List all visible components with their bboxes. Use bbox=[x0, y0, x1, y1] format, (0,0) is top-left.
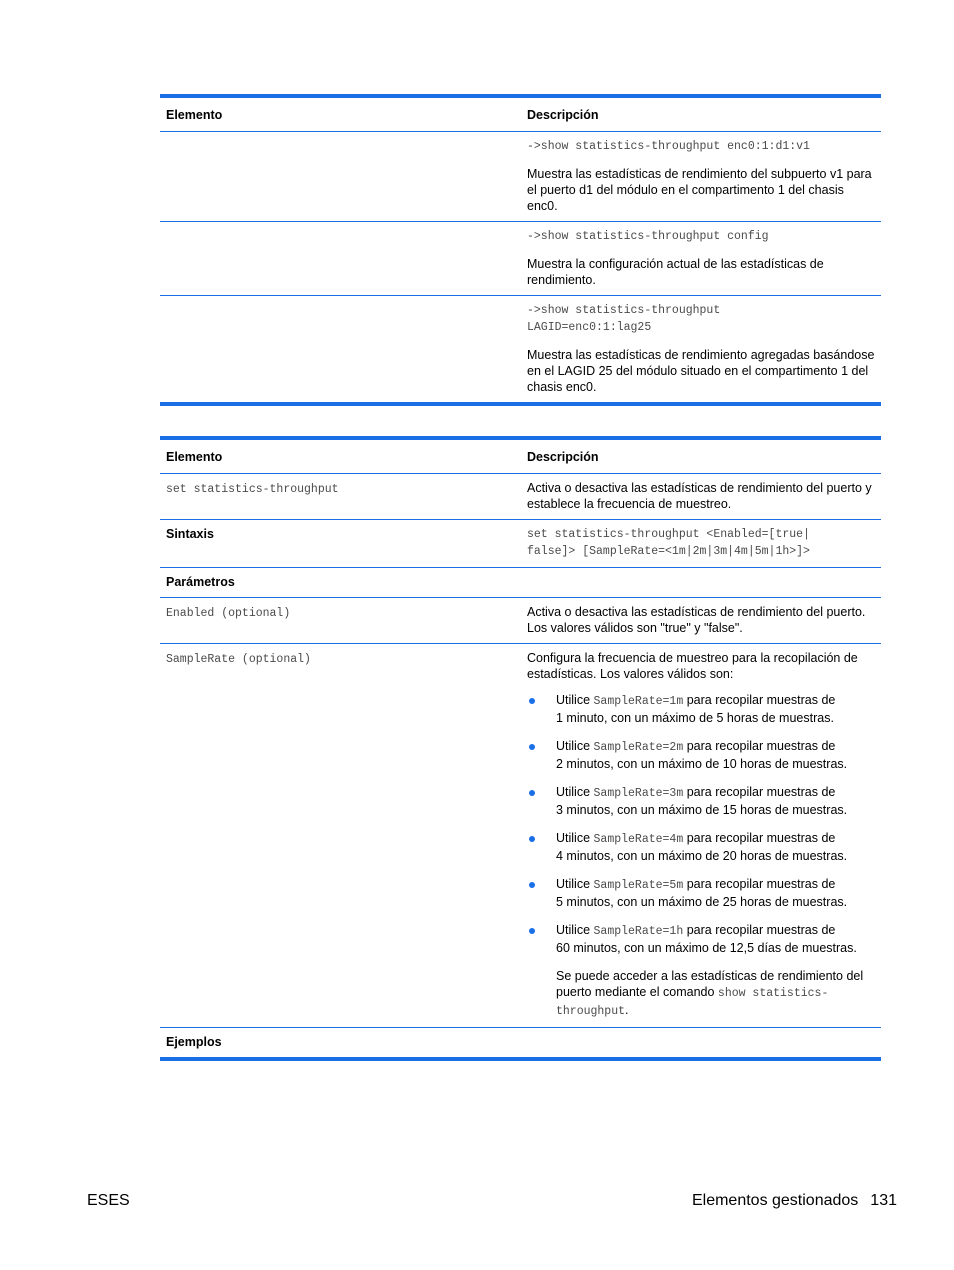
param-enabled: Enabled (optional) bbox=[166, 607, 291, 620]
inline-code: SampleRate=1h bbox=[593, 925, 684, 938]
empty-cell bbox=[521, 568, 881, 597]
list-item: Utilice SampleRate=4m para recopilar muestras de 4 minutos, con un máximo de 20 horas de muestras. bbox=[527, 830, 875, 865]
description-cell bbox=[521, 296, 881, 402]
footer-language-code: ESES bbox=[87, 1192, 130, 1209]
bullet-icon bbox=[529, 790, 535, 796]
syntax-label: Sintaxis bbox=[166, 527, 214, 541]
page-number: 131 bbox=[870, 1192, 897, 1209]
inline-code: SampleRate=5m bbox=[593, 879, 684, 892]
enabled-row bbox=[160, 598, 881, 644]
element-cell bbox=[160, 474, 521, 519]
header-description: Descripción bbox=[527, 108, 599, 122]
list-item: Utilice SampleRate=1h para recopilar muestras de 60 minutos, con un máximo de 12,5 días de muestras. bbox=[527, 922, 875, 957]
list-item: Utilice SampleRate=5m para recopilar muestras de 5 minutos, con un máximo de 25 horas de muestras. bbox=[527, 876, 875, 911]
element-cell bbox=[160, 598, 521, 643]
samplerate-row bbox=[160, 644, 881, 1028]
description-text: Configura la frecuencia de muestreo para la recopilación de estadísticas. Los valores válidos son: bbox=[527, 651, 858, 681]
inline-code: SampleRate=1m bbox=[593, 695, 684, 708]
command-example: ->show statistics-throughput config bbox=[527, 230, 769, 243]
header-element: Elemento bbox=[166, 450, 223, 464]
examples-label: Ejemplos bbox=[166, 1035, 222, 1049]
syntax-line2: false]> [SampleRate=<1m|2m|3m|4m|5m|1h>]> bbox=[527, 545, 810, 558]
inline-code: SampleRate=4m bbox=[593, 833, 684, 846]
empty-cell bbox=[160, 132, 521, 221]
parameters-label: Parámetros bbox=[166, 575, 235, 589]
description-text: Activa o desactiva las estadísticas de rendimiento del puerto. Los valores válidos son "true" y "false". bbox=[527, 605, 866, 635]
command-name: set statistics-throughput bbox=[166, 483, 339, 496]
table-set-statistics-throughput bbox=[160, 436, 881, 1061]
empty-cell bbox=[160, 222, 521, 295]
table-row bbox=[160, 222, 881, 296]
description-text: Muestra las estadísticas de rendimiento agregadas basándose en el LAGID 25 del módulo situado en el compartimento 1 del chasis enc0. bbox=[527, 348, 875, 394]
param-samplerate: SampleRate (optional) bbox=[166, 653, 311, 666]
inline-code: SampleRate=2m bbox=[593, 741, 684, 754]
table-continued bbox=[160, 94, 881, 406]
description-text: Activa o desactiva las estadísticas de rendimiento del puerto y establece la frecuencia de muestreo. bbox=[527, 481, 872, 511]
samplerate-values-list bbox=[527, 692, 875, 957]
list-item: Utilice SampleRate=1m para recopilar muestras de 1 minuto, con un máximo de 5 horas de muestras. bbox=[527, 692, 875, 727]
bullet-icon bbox=[529, 882, 535, 888]
description-cell bbox=[521, 132, 881, 221]
list-item: Utilice SampleRate=3m para recopilar muestras de 3 minutos, con un máximo de 15 horas de muestras. bbox=[527, 784, 875, 819]
syntax-cell bbox=[521, 520, 881, 567]
bullet-icon bbox=[529, 698, 535, 704]
description-cell bbox=[521, 222, 881, 295]
table-row bbox=[160, 132, 881, 222]
header-element: Elemento bbox=[166, 108, 223, 122]
command-example-line2: LAGID=enc0:1:lag25 bbox=[527, 321, 652, 334]
list-item: Utilice SampleRate=2m para recopilar muestras de 2 minutos, con un máximo de 10 horas de muestras. bbox=[527, 738, 875, 773]
empty-cell bbox=[160, 296, 521, 402]
command-example-line1: ->show statistics-throughput bbox=[527, 304, 721, 317]
empty-cell bbox=[521, 1028, 881, 1057]
footer-section bbox=[692, 1191, 897, 1211]
command-row bbox=[160, 474, 881, 520]
bullet-icon bbox=[529, 836, 535, 842]
inline-code: show statistics- bbox=[717, 987, 829, 1000]
parameters-row bbox=[160, 568, 881, 598]
bullet-icon bbox=[529, 928, 535, 934]
table-bottom-rule bbox=[160, 402, 881, 406]
description-text: Muestra las estadísticas de rendimiento del subpuerto v1 para el puerto d1 del módulo en el compartimento 1 del chasis enc0. bbox=[527, 167, 872, 213]
header-description: Descripción bbox=[527, 450, 599, 464]
bullet-icon bbox=[529, 744, 535, 750]
description-text: Muestra la configuración actual de las estadísticas de rendimiento. bbox=[527, 257, 824, 287]
table-header-row bbox=[160, 98, 881, 132]
syntax-line1: set statistics-throughput <Enabled=[true| bbox=[527, 528, 810, 541]
command-example: ->show statistics-throughput enc0:1:d1:v1 bbox=[527, 140, 810, 153]
element-cell bbox=[160, 644, 521, 1027]
note-text: Se puede acceder a las estadísticas de rendimiento del puerto mediante el comando show statistics- throughput. bbox=[556, 969, 864, 1018]
footer-section-title: Elementos gestionados bbox=[691, 1192, 859, 1209]
inline-code: SampleRate=3m bbox=[593, 787, 684, 800]
table-bottom-rule bbox=[160, 1057, 881, 1061]
description-cell bbox=[521, 644, 881, 1027]
table-header-row bbox=[160, 440, 881, 474]
examples-row bbox=[160, 1028, 881, 1057]
syntax-row bbox=[160, 520, 881, 568]
table-row bbox=[160, 296, 881, 402]
inline-code: throughput bbox=[556, 1005, 626, 1018]
